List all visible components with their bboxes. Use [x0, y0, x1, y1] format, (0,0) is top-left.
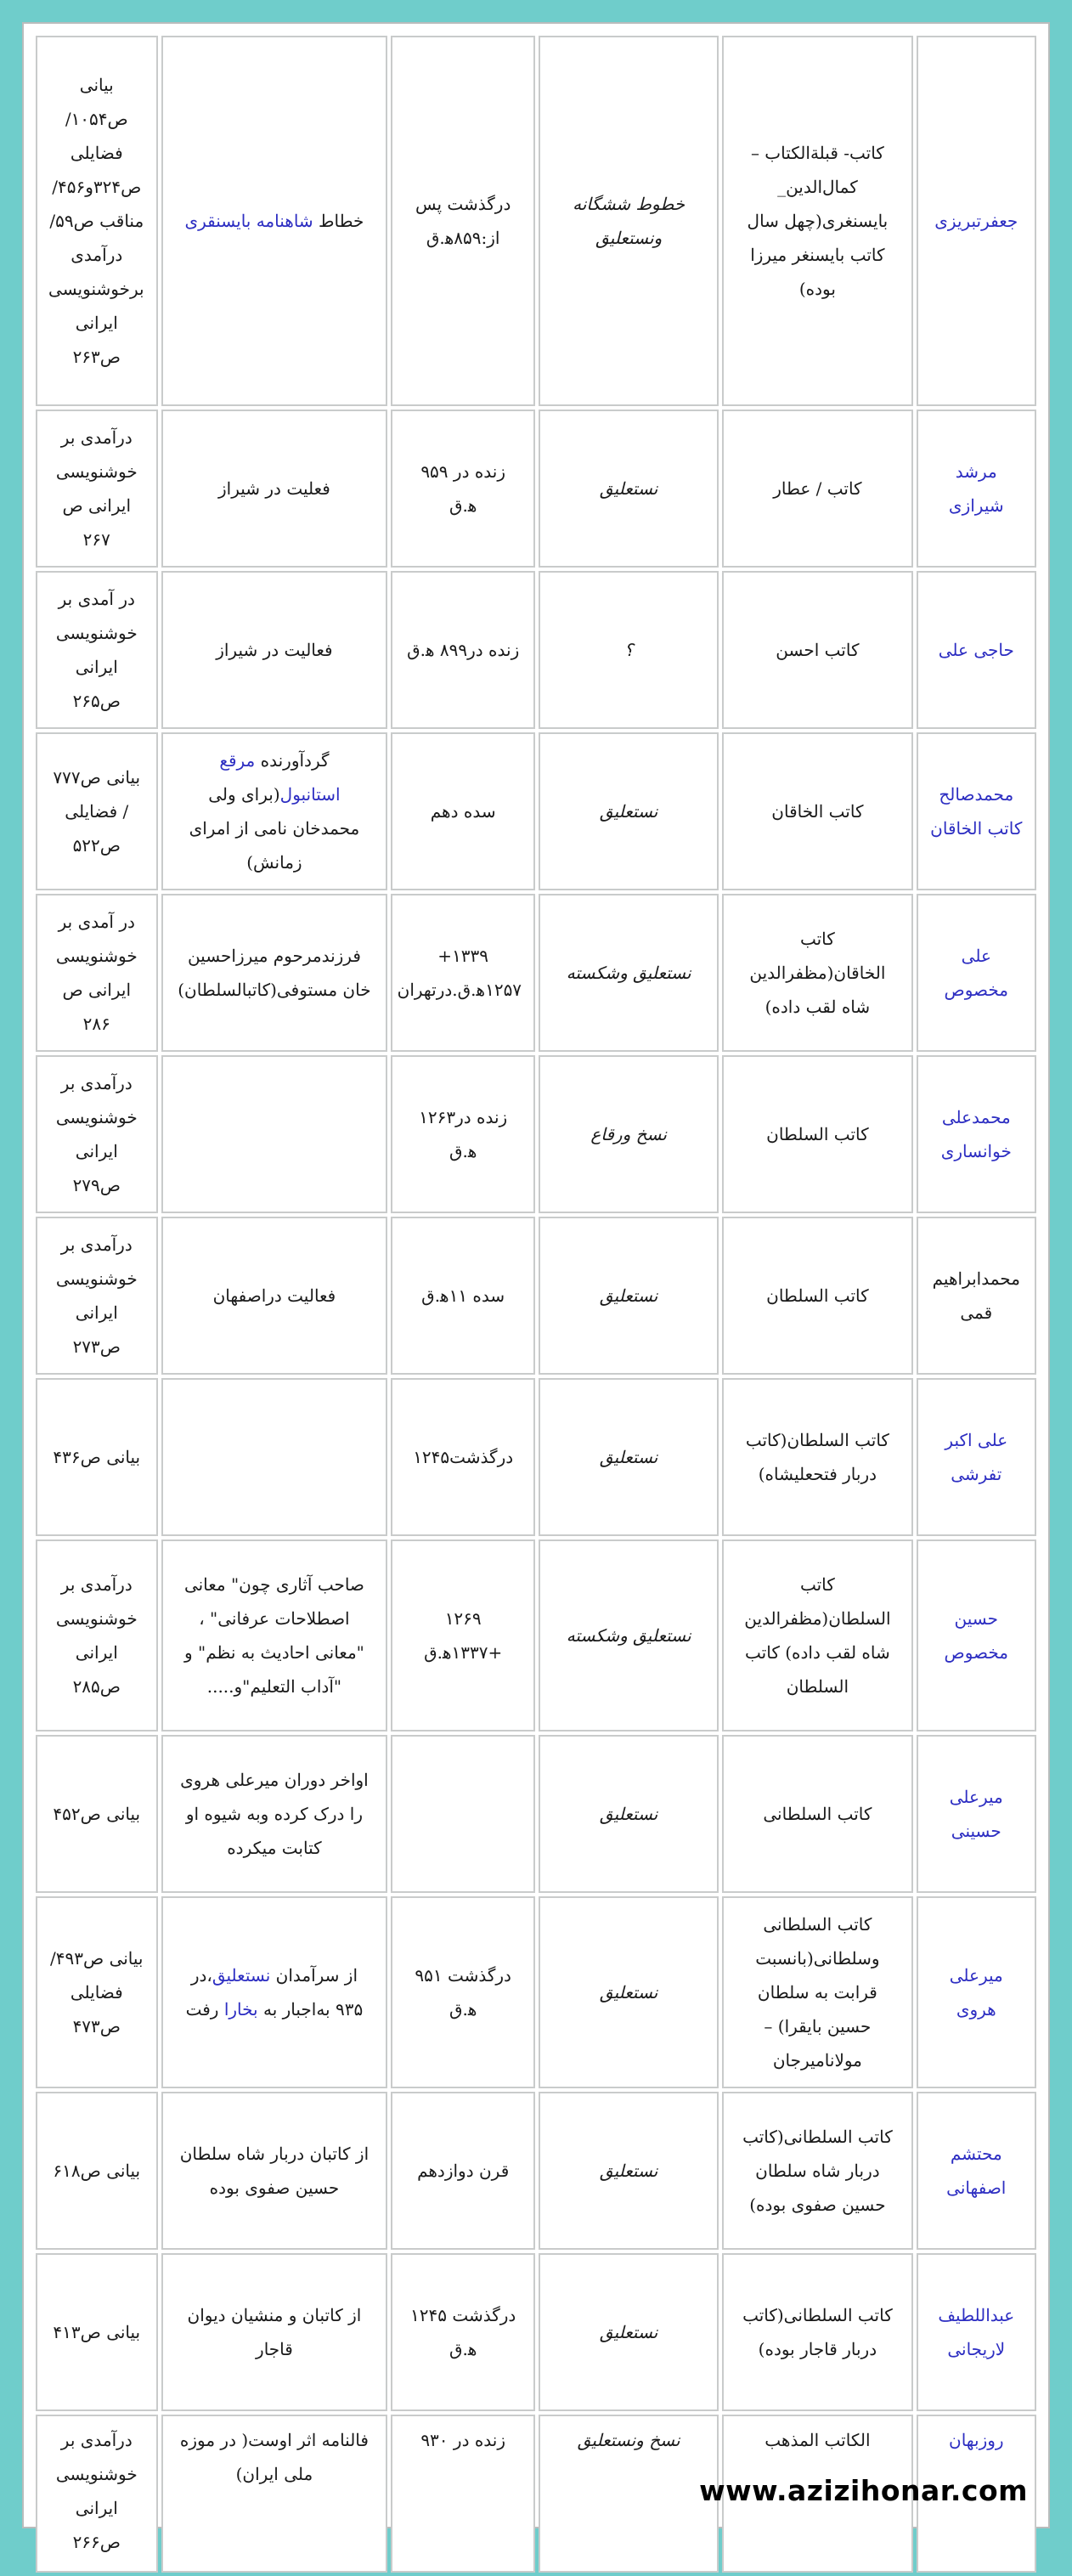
script-cell: نستعلیق وشکسته: [539, 894, 719, 1052]
table-row: [36, 2253, 1036, 2411]
table-row: [36, 1539, 1036, 1731]
description-cell: [161, 36, 388, 406]
script-cell: نستعلیق: [539, 410, 719, 568]
script-cell: نستعلیق وشکسته: [539, 1539, 719, 1731]
title-cell: کاتب- قبلة‌الکتاب – کمال‌الدین_ بایسنغری(چهل سال کاتب بایسنغر میرزا بوده): [722, 36, 912, 406]
description-cell: [161, 1055, 388, 1213]
script-cell: نستعلیق: [539, 1896, 719, 2088]
calligrapher-name[interactable]: علی اکبر تفرشی: [917, 1378, 1036, 1536]
description-cell: از کاتبان و منشیان دیوان قاجار: [161, 2253, 388, 2411]
description-cell: [161, 1896, 388, 2088]
source-cell: بیانی ص۴۳۶: [36, 1378, 158, 1536]
title-cell: کاتب السلطانی(کاتب دربار قاجار بوده): [722, 2253, 912, 2411]
title-cell: کاتب الخاقان: [722, 732, 912, 890]
title-cell: کاتب السلطان(مظفرالدین شاه لقب داده) کاتب السلطان: [722, 1539, 912, 1731]
date-cell: درگذشت۱۲۴۵: [391, 1378, 535, 1536]
description-text: (برای ولی محمدخان نامی از امرای زمانش): [189, 784, 360, 873]
description-cell: فعالیت دراصفهان: [161, 1217, 388, 1375]
script-cell: نستعلیق: [539, 732, 719, 890]
title-cell: کاتب / عطار: [722, 410, 912, 568]
calligrapher-name[interactable]: مرشد شیرازی: [917, 410, 1036, 568]
script-cell: خطوط ششگانه ونستعلیق: [539, 36, 719, 406]
calligraphers-table: [32, 32, 1040, 2576]
description-link[interactable]: نستعلیق: [212, 1965, 271, 1986]
source-cell: درآمدی بر خوشنویسی ایرانی ص۲۸۵: [36, 1539, 158, 1731]
calligrapher-name[interactable]: میرعلی هروی: [917, 1896, 1036, 2088]
script-cell: ؟: [539, 571, 719, 729]
description-text: گردآورنده: [255, 750, 330, 771]
table-row: [36, 1896, 1036, 2088]
site-watermark: www.azizihonar.com: [699, 2474, 1028, 2507]
calligrapher-name[interactable]: حسین مخصوص: [917, 1539, 1036, 1731]
title-cell: کاتب السلطانی(کاتب دربار شاه سلطان حسین صفوی بوده): [722, 2092, 912, 2250]
source-cell: بیانی ص۱۰۵۴/فضایلی ص۳۲۴و۴۵۶/ مناقب ص۵۹/ درآمدی برخوشنویسی ایرانی ص۲۶۳: [36, 36, 158, 406]
calligrapher-name[interactable]: روزبهان: [917, 2415, 1036, 2573]
source-cell: درآمدی بر خوشنویسی ایرانی ص ۲۶۷: [36, 410, 158, 568]
source-cell: بیانی ص۴۹۳/فضایلی ص۴۷۳: [36, 1896, 158, 2088]
calligrapher-name[interactable]: جعفرتبریزی: [917, 36, 1036, 406]
script-cell: نستعلیق: [539, 1217, 719, 1375]
description-text: ،در ۹۳۵ به‌اجبار به: [190, 1965, 364, 2020]
calligrapher-name[interactable]: عبداللطیف لاریجانی: [917, 2253, 1036, 2411]
description-link[interactable]: بخارا: [223, 1999, 258, 2020]
title-cell: کاتب احسن: [722, 571, 912, 729]
description-cell: [161, 1378, 388, 1536]
date-cell: ۱۳۳۹+ ۱۲۵۷ه‍.ق.درتهران: [391, 894, 535, 1052]
title-cell: کاتب السلطان: [722, 1217, 912, 1375]
source-cell: بیانی ص۴۵۲: [36, 1735, 158, 1893]
calligrapher-name[interactable]: محمدصالح کاتب الخاقان: [917, 732, 1036, 890]
date-cell: سده ۱۱ه‍.ق: [391, 1217, 535, 1375]
date-cell: زنده در ۹۳۰: [391, 2415, 535, 2573]
source-cell: درآمدی بر خوشنویسی ایرانی ص۲۶۶: [36, 2415, 158, 2573]
date-cell: سده دهم: [391, 732, 535, 890]
source-cell: بیانی ص۶۱۸: [36, 2092, 158, 2250]
table-row: [36, 1055, 1036, 1213]
description-text: رفت: [185, 1999, 224, 2020]
date-cell: درگذشت ۱۲۴۵ ه‍.ق: [391, 2253, 535, 2411]
date-cell: درگذشت ۹۵۱ ه‍.ق: [391, 1896, 535, 2088]
description-cell: فعلیت در شیراز: [161, 410, 388, 568]
description-cell: فالنامه اثر اوست( در موزه ملی ایران): [161, 2415, 388, 2573]
date-cell: درگذشت پس از:۸۵۹ه‍.ق: [391, 36, 535, 406]
description-cell: فرزندمرحوم میرزاحسین خان مستوفی(کاتبالسلطان): [161, 894, 388, 1052]
description-text: از سرآمدان: [270, 1965, 358, 1986]
date-cell: قرن دوازدهم: [391, 2092, 535, 2250]
date-cell: زنده در۱۲۶۳ ه‍.ق: [391, 1055, 535, 1213]
script-cell: نستعلیق: [539, 1735, 719, 1893]
source-cell: بیانی ص۴۱۳: [36, 2253, 158, 2411]
table-row: [36, 1217, 1036, 1375]
description-cell: [161, 732, 388, 890]
source-cell: در آمدی بر خوشنویسی ایرانی ص ۲۸۶: [36, 894, 158, 1052]
description-link[interactable]: مرقع استانبول: [219, 750, 341, 805]
source-cell: درآمدی بر خوشنویسی ایرانی ص۲۷۹: [36, 1055, 158, 1213]
description-cell: صاحب آثاری چون" معانی اصطلاحات عرفانی" ، "معانی احادیث به نظم" و "آداب التعلیم"و.....: [161, 1539, 388, 1731]
table-row: [36, 2092, 1036, 2250]
content-frame: [22, 22, 1050, 2552]
title-cell: کاتب السلطانی وسلطانی(بانسبت قرابت به سلطان حسین بایقرا) – مولانامیرجان: [722, 1896, 912, 2088]
date-cell: ۱۲۶۹ +۱۳۳۷ه‍.ق: [391, 1539, 535, 1731]
title-cell: کاتب السلطان(کاتب دربار فتحعلیشاه): [722, 1378, 912, 1536]
date-cell: [391, 1735, 535, 1893]
source-cell: بیانی ص۷۷۷ / فضایلی ص۵۲۲: [36, 732, 158, 890]
calligrapher-name[interactable]: محتشم اصفهانی: [917, 2092, 1036, 2250]
description-link[interactable]: شاهنامه بایسنقری: [184, 211, 313, 231]
source-cell: درآمدی بر خوشنویسی ایرانی ص۲۷۳: [36, 1217, 158, 1375]
description-text: خطاط: [313, 211, 364, 231]
date-cell: زنده در۸۹۹ ه‍.ق: [391, 571, 535, 729]
calligrapher-name[interactable]: علی مخصوص: [917, 894, 1036, 1052]
source-cell: در آمدی بر خوشنویسی ایرانی ص۲۶۵: [36, 571, 158, 729]
script-cell: نسخ ورقاع: [539, 1055, 719, 1213]
title-cell: کاتب السلطان: [722, 1055, 912, 1213]
script-cell: نستعلیق: [539, 2253, 719, 2411]
script-cell: نسخ ونستعلیق: [539, 2415, 719, 2573]
table-row: [36, 1378, 1036, 1536]
calligrapher-name[interactable]: محمدابراهیم قمی: [917, 1217, 1036, 1375]
title-cell: کاتب السلطانی: [722, 1735, 912, 1893]
title-cell: الکاتب المذهب: [722, 2415, 912, 2573]
description-cell: فعالیت در شیراز: [161, 571, 388, 729]
table-row: [36, 1735, 1036, 1893]
script-cell: نستعلیق: [539, 1378, 719, 1536]
description-cell: اواخر دوران میرعلی هروی را درک کرده وبه شیوه او کتابت میکرده: [161, 1735, 388, 1893]
description-cell: از کاتبان دربار شاه سلطان حسین صفوی بوده: [161, 2092, 388, 2250]
title-cell: کاتب الخاقان(مظفرالدین شاه لقب داده): [722, 894, 912, 1052]
table-row: [36, 36, 1036, 406]
table-row: [36, 894, 1036, 1052]
script-cell: نستعلیق: [539, 2092, 719, 2250]
calligrapher-name[interactable]: میرعلی حسینی: [917, 1735, 1036, 1893]
table-row: [36, 732, 1036, 890]
table-row: [36, 571, 1036, 729]
date-cell: زنده در ۹۵۹ ه‍.ق: [391, 410, 535, 568]
calligrapher-name[interactable]: محمدعلی خوانساری: [917, 1055, 1036, 1213]
calligrapher-name[interactable]: حاجی علی: [917, 571, 1036, 729]
table-row: [36, 410, 1036, 568]
